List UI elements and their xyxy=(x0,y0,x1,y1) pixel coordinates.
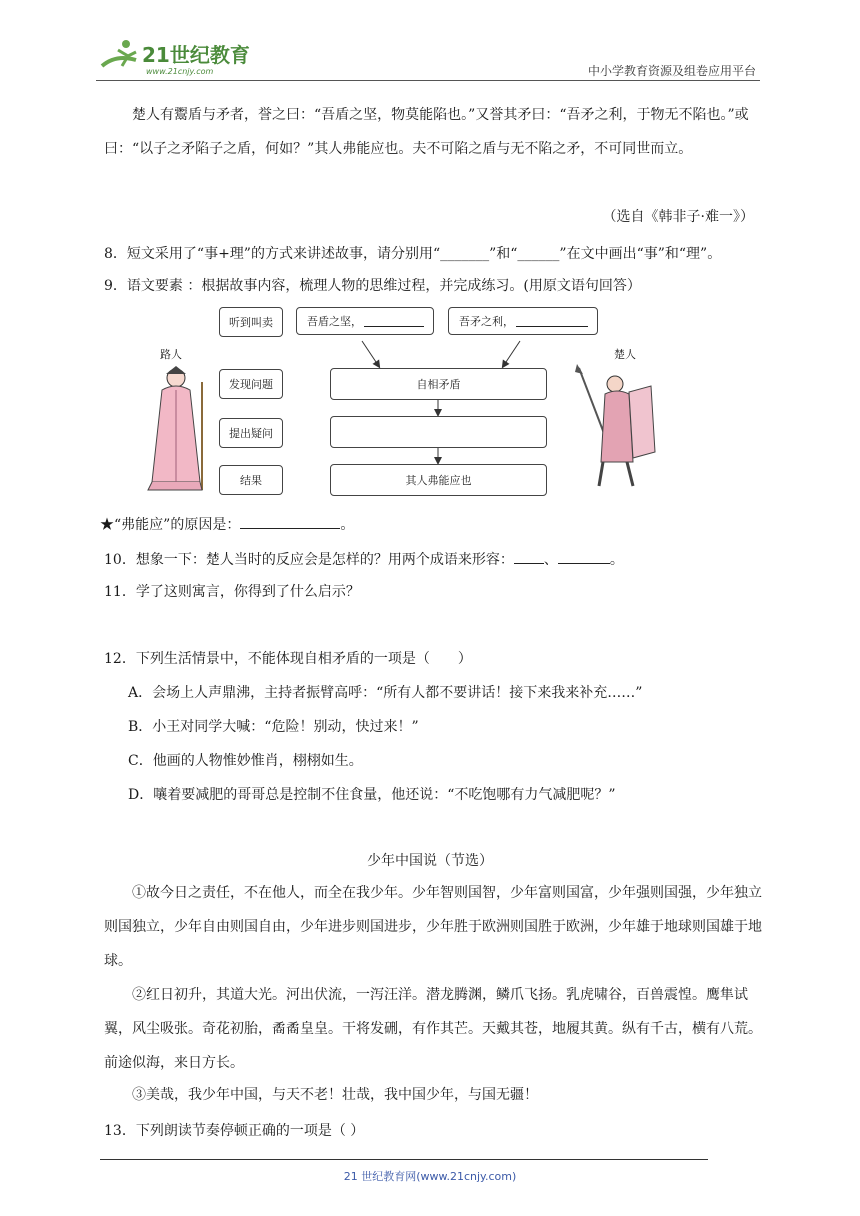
footer-divider xyxy=(100,1159,708,1160)
logo-url: www.21cnjy.com xyxy=(146,67,214,76)
q12-option-b[interactable]: B．小王对同学大喊：“危险！别动，快过来！” xyxy=(128,719,419,735)
diagram-arrows xyxy=(290,335,590,470)
shield-claim-text: 吾盾之坚， xyxy=(307,315,362,328)
passage-1-text: 楚人有鬻盾与矛者，誉之曰：“吾盾之坚，物莫能陷也。”又誉其矛曰：“吾矛之利，于物无不陷也。”或曰：“以子之矛陷子之盾，何如？”其人弗能应也。夫不可陷之盾与无不陷之矛，不可同世而立。 xyxy=(104,107,749,157)
logo-text: 21世纪教育 xyxy=(142,43,250,67)
shield-claim-blank[interactable] xyxy=(364,316,424,327)
spear-claim-blank[interactable] xyxy=(516,316,588,327)
header-platform-text: 中小学教育资源及组卷应用平台 xyxy=(587,64,756,78)
center-box-result: 其人弗能应也 xyxy=(330,464,547,496)
star-question: ★“弗能应”的原因是： 。 xyxy=(100,517,355,533)
runner-logo-icon xyxy=(96,36,256,80)
chu-person-label: 楚人 xyxy=(614,348,636,361)
site-logo xyxy=(96,36,256,80)
star-question-blank[interactable] xyxy=(240,518,340,529)
q12-option-c[interactable]: C．他画的人物惟妙惟肖，栩栩如生。 xyxy=(128,753,363,769)
question-9: 9．语文要素 ：根据故事内容，梳理人物的思维过程，并完成练习。(用原文语句回答） xyxy=(104,278,641,294)
passage-2-paragraph-2: ②红日初升，其道大光。河出伏流，一泻汪洋。潜龙腾渊，鳞爪飞扬。乳虎啸谷，百兽震惶。鹰隼试翼，风尘吸张。奇花初胎，矞矞皇皇。干将发硎，有作其芒。天戴其苍，地履其黄。纵有千古，横有八荒。前途似海，来日方长。 xyxy=(104,987,762,1071)
passerby-label: 路人 xyxy=(160,348,182,361)
passage-2-paragraph-3: ③美哉，我少年中国，与天不老！壮哉，我中国少年，与国无疆！ xyxy=(132,1087,538,1103)
spear-claim-box xyxy=(448,307,598,335)
idiom-blank-2[interactable] xyxy=(558,553,610,564)
question-8: 8．短文采用了“事+理”的方式来讲述故事，请分别用“_______”和“______”在文中画出“事”和“理”。 xyxy=(104,246,722,262)
passage-1-source: （选自《韩非子·难一》） xyxy=(602,209,754,225)
question-10-text: 10．想象一下：楚人当时的反应会是怎样的？用两个成语来形容： xyxy=(104,552,514,568)
row-label-discover: 发现问题 xyxy=(219,369,283,399)
question-12: 12．下列生活情景中，不能体现自相矛盾的一项是（ ） xyxy=(104,651,472,667)
passerby-figure-icon xyxy=(140,362,220,494)
passage-2-paragraph-1: ①故今日之责任，不在他人，而全在我少年。少年智则国智，少年富则国富，少年强则国强，少年独立则国独立，少年自由则国自由，少年进步则国进步，少年胜于欧洲则国胜于欧洲，少年雄于地球则国雄于地球。 xyxy=(104,885,762,969)
header-divider xyxy=(96,80,760,81)
footer-text[interactable]: 21 世纪教育网(www.21cnjy.com) xyxy=(343,1170,517,1183)
question-10: 10．想象一下：楚人当时的反应会是怎样的？用两个成语来形容： 、 。 xyxy=(104,552,624,568)
row-label-hear: 听到叫卖 xyxy=(219,307,283,337)
center-box-contradiction: 自相矛盾 xyxy=(330,368,547,400)
shield-claim-box xyxy=(296,307,434,335)
q12-option-d[interactable]: D．嚷着要减肥的哥哥总是控制不住食量，他还说：“不吃饱哪有力气减肥呢？” xyxy=(128,787,616,803)
question-13: 13．下列朗读节奏停顿正确的一项是（ ） xyxy=(104,1123,365,1139)
passage-2-title: 少年中国说（节选） xyxy=(367,853,493,869)
row-label-result: 结果 xyxy=(219,465,283,495)
question-11: 11．学了这则寓言，你得到了什么启示？ xyxy=(104,584,360,600)
row-label-question: 提出疑问 xyxy=(219,418,283,448)
star-question-text: ★“弗能应”的原因是： xyxy=(100,517,241,533)
center-box-question-blank[interactable] xyxy=(330,416,547,448)
q12-option-a[interactable]: A．会场上人声鼎沸，主持者振臂高呼：“所有人都不要讲话！接下来我来补充……” xyxy=(128,685,643,701)
spear-claim-text: 吾矛之利， xyxy=(459,315,514,328)
idiom-blank-1[interactable] xyxy=(514,553,544,564)
